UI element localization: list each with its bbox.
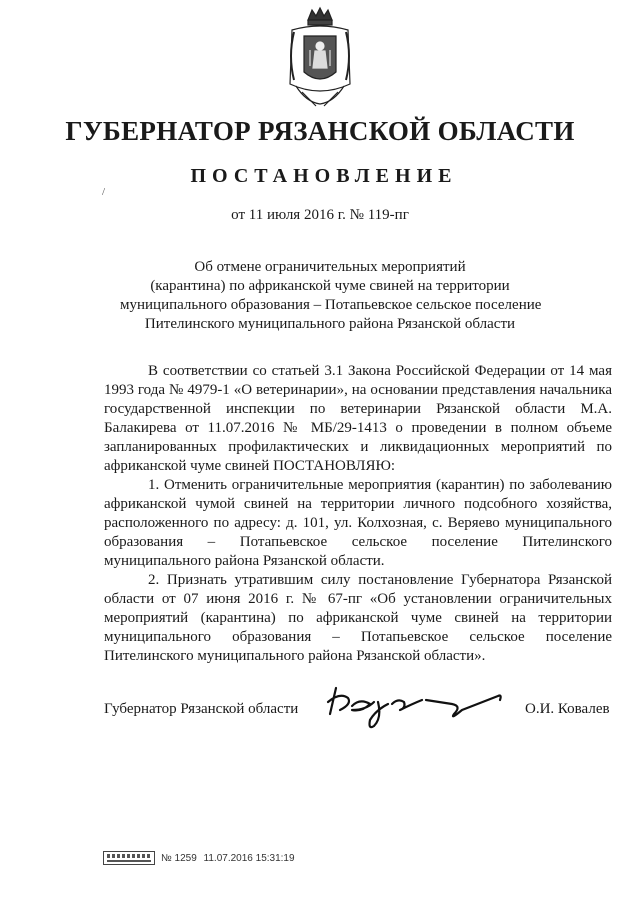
margin-mark: / <box>102 186 106 198</box>
document-title <box>120 258 540 334</box>
signatory-position: Губернатор Рязанской области <box>104 701 299 717</box>
document-type: ПОСТАНОВЛЕНИЕ <box>190 165 458 187</box>
resolution-item-2: 2. Признать утратившим силу постановление Губернатора Рязанской области от 07 июня 2016 г. № 67-пг «Об установлении ограничительных мероприятий (карантина) по африканской чуме свиней на территории муниципального образования – Потапьевское сельское поселение Пителинского муниципального района Рязанской области». <box>104 572 612 664</box>
document-title-line: (карантина) по африканской чуме свиней на территории <box>150 278 510 294</box>
registration-number: № 1259 <box>161 852 197 864</box>
registration-timestamp: 11.07.2016 15:31:19 <box>203 852 295 864</box>
resolution-item-1: 1. Отменить ограничительные мероприятия (карантин) по заболеванию африканской чумой свиней на территории личного подсобного хозяйства, расположенного по адресу: д. 101, ул. Колхозная, с. Веряево муниципального образования – Потапьевское сельское поселение Пителинского муниципального района Рязанской области. <box>104 477 612 569</box>
document-title-line: Об отмене ограничительных мероприятий <box>194 259 466 275</box>
issuer-heading: ГУБЕРНАТОР РЯЗАНСКОЙ ОБЛАСТИ <box>65 116 575 146</box>
registration-info <box>161 853 295 864</box>
ryazan-coat-of-arms-icon <box>286 6 354 110</box>
registration-stamp-icon <box>103 851 155 865</box>
handwritten-signature-icon <box>322 680 512 732</box>
document-title-line: муниципального образования – Потапьевское сельское поселение <box>120 297 542 313</box>
signatory-name: О.И. Ковалев <box>525 701 610 717</box>
document-body <box>104 362 612 666</box>
document-date-number: от 11 июля 2016 г. № 119-пг <box>231 207 409 223</box>
preamble-paragraph: В соответствии со статьей 3.1 Закона Российской Федерации от 14 мая 1993 года № 4979-1 «О ветеринарии», на основании представления начальника государственной инспекции по ветеринарии Рязанской области М.А. Балакирева от 11.07.2016 № МБ/29-1413 о проведении в полном объеме запланированных профилактических и ликвидационных мероприятий по африканской чуме свиней ПОСТАНОВЛЯЮ: <box>104 363 612 474</box>
registration-footer <box>103 851 295 865</box>
document-title-line: Пителинского муниципального района Рязанской области <box>144 316 516 332</box>
